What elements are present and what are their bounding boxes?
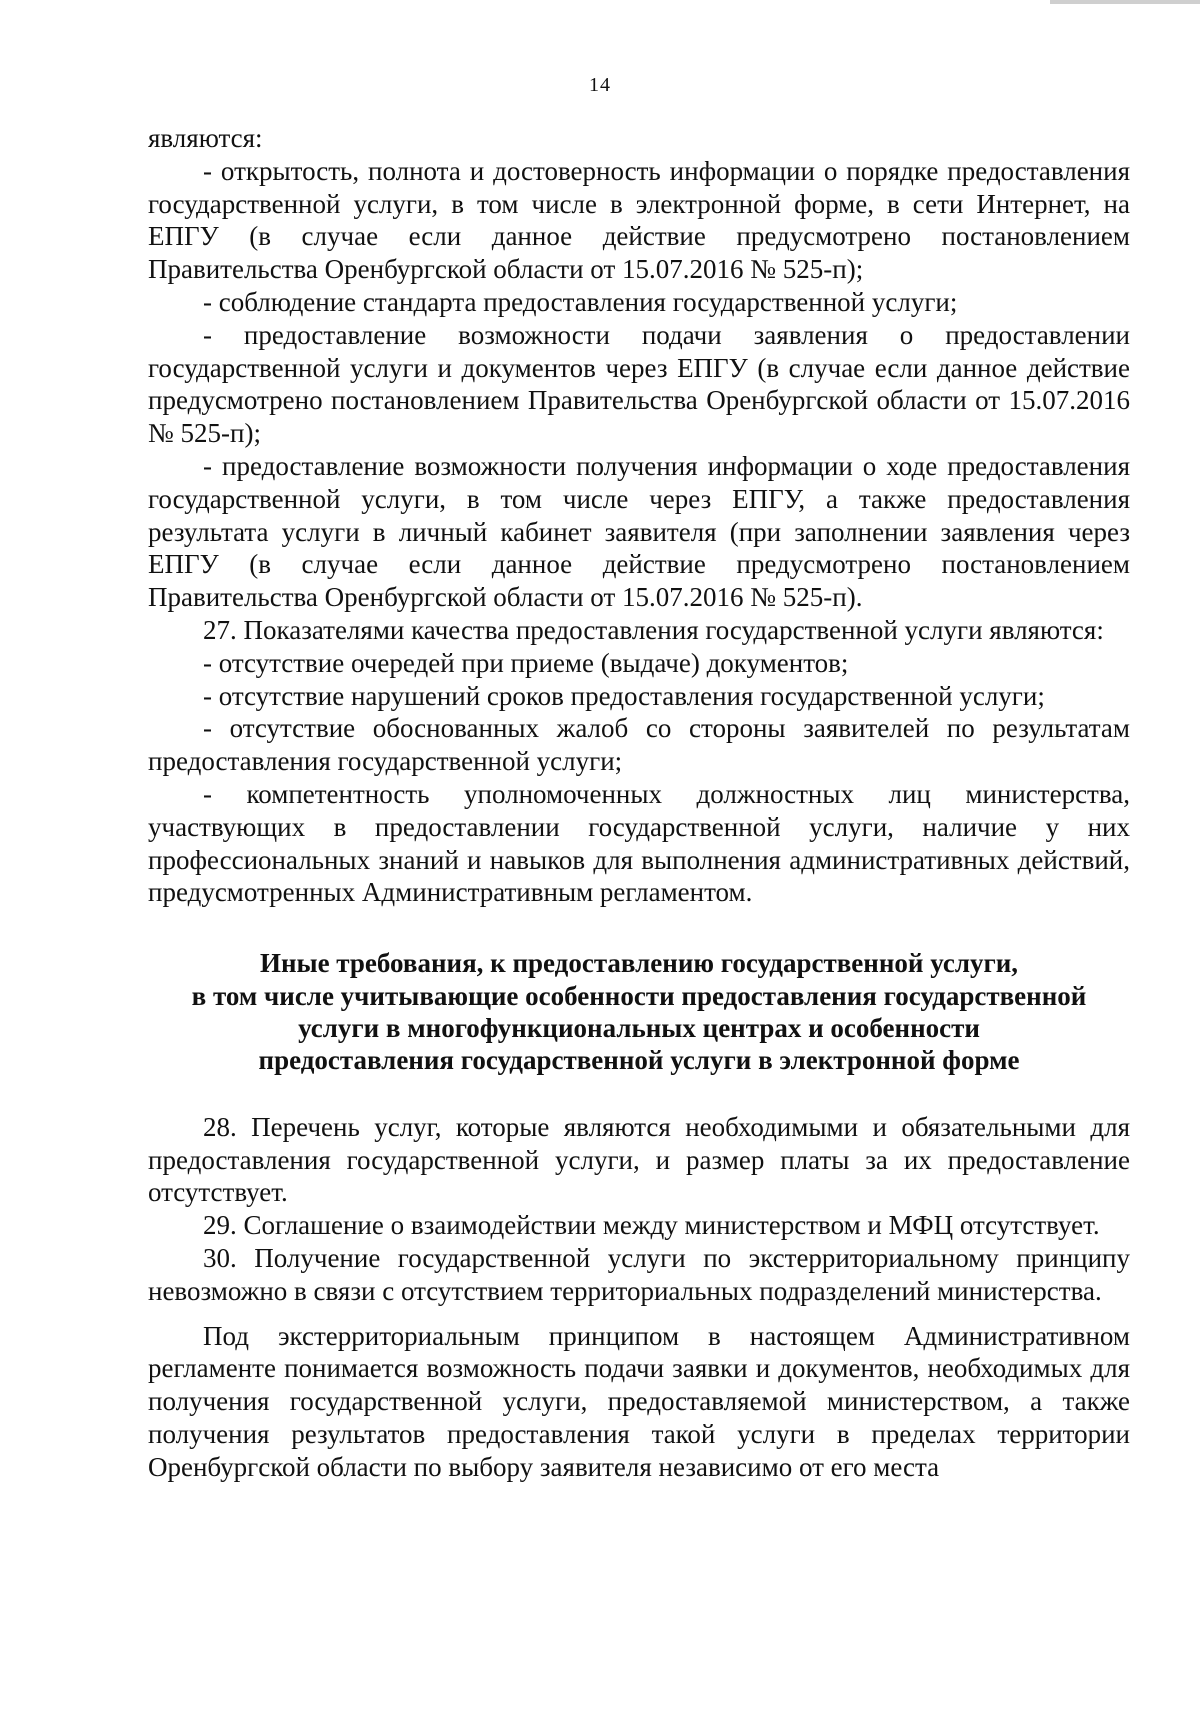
paragraph: - отсутствие нарушений сроков предоставления государственной услуги; [203,680,1045,711]
paragraph: - соблюдение стандарта предоставления государственной услуги; [203,286,958,317]
paragraph: 27. Показателями качества предоставления государственной услуги являются: [203,614,1104,645]
section-heading [148,947,1130,1077]
heading-line: предоставления государственной услуги в электронной форме [258,1045,1020,1076]
scan-edge-mark [1050,0,1200,4]
paragraph: - отсутствие обоснованных жалоб со стороны заявителей по результатам предоставления государственной услуги; [148,713,1130,777]
heading-line: услуги в многофункциональных центрах и особенности [298,1012,980,1043]
paragraph: 29. Соглашение о взаимодействии между министерством и МФЦ отсутствует. [203,1210,1100,1241]
paragraph: Под экстерриториальным принципом в настоящем Административном регламенте понимается возможность подачи заявки и документов, необходимых для получения государственной услуги, предоставляемой министерством, а также получения результатов предоставления такой услуги в пределах территории Оренбургской области по выбору заявителя независимо от его места [148,1320,1130,1482]
heading-line: Иные требования, к предоставлению государственной услуги, [259,948,1019,979]
paragraph: являются: [148,123,263,153]
paragraph: 30. Получение государственной услуги по экстерриториальному принципу невозможно в связи с отсутствием территориальных подразделений министерства. [148,1242,1130,1306]
paragraph-spacer [148,1308,1130,1320]
paragraph: - открытость, полнота и достоверность информации о порядке предоставления государственной услуги, в том числе в электронной форме, в сети Интернет, на ЕПГУ (в случае если данное действие предусмотрено постановлением Правительства Оренбургской области от 15.07.2016 № 525-п); [148,155,1130,285]
paragraph: - отсутствие очередей при приеме (выдаче) документов; [203,647,849,678]
page-number: 14 [589,74,611,96]
paragraph: - компетентность уполномоченных должностных лиц министерства, участвующих в предоставлении государственной услуги, наличие у них профессиональных знаний и навыков для выполнения административных действий, предусмотренных Административным регламентом. [148,778,1130,908]
paragraph: - предоставление возможности получения информации о ходе предоставления государственной услуги, в том числе через ЕПГУ, а также предоставления результата услуги в личный кабинет заявителя (при заполнении заявления через ЕПГУ (в случае если данное действие предусмотрено постановлением Правительства Оренбургской области от 15.07.2016 № 525-п). [148,450,1130,613]
paragraph: - предоставление возможности подачи заявления о предоставлении государственной услуги и документов через ЕПГУ (в случае если данное действие предусмотрено постановлением Правительства Оренбургской области от 15.07.2016 № 525-п); [148,319,1130,449]
paragraph: 28. Перечень услуг, которые являются необходимыми и обязательными для предоставления государственной услуги, и размер платы за их предоставление отсутствует. [148,1111,1130,1208]
heading-line: в том числе учитывающие особенности предоставления государственной [191,980,1087,1011]
document-body [148,122,1130,1484]
